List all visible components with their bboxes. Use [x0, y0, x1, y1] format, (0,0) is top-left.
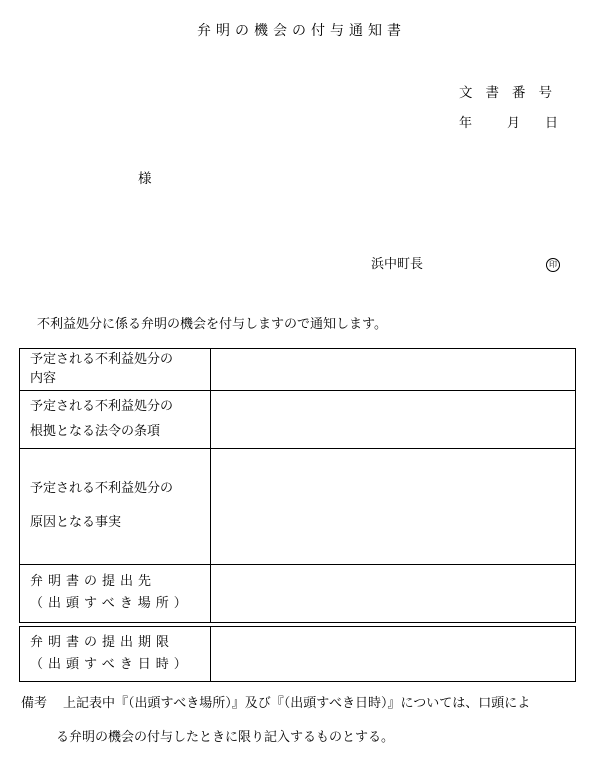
intro-text: 不利益処分に係る弁明の機会を付与しますので通知します。 [37, 317, 387, 332]
notes-line-1 [21, 697, 530, 710]
row-label-submission-deadline [20, 627, 211, 682]
table-row-submission-deadline [20, 627, 576, 682]
notes-text-2: る弁明の機会の付与したときに限り記入するものとする。 [56, 730, 395, 745]
table-row-submission-place [20, 565, 576, 623]
table-row-cause-facts [20, 449, 576, 565]
day-label: 日 [545, 116, 559, 131]
disposition-table [19, 348, 576, 682]
row-label-line: （出頭すべき場所） [30, 596, 192, 611]
row-label-line: 予定される不利益処分の [30, 351, 174, 367]
year-label: 年 [459, 116, 473, 131]
row-label-cause-facts [20, 449, 211, 565]
row-label-line: 弁明書の提出先 [30, 574, 157, 590]
table-row-content [20, 349, 576, 391]
notes-text-1: 上記表中『（出頭すべき場所）』及び『（出頭すべき日時）』については、口頭によ [63, 696, 531, 711]
row-label-line: （出頭すべき日時） [30, 656, 192, 672]
table-row-legal-basis [20, 391, 576, 449]
row-value-legal-basis[interactable] [211, 391, 576, 449]
row-label-line: 予定される不利益処分の [30, 398, 174, 414]
document-title: 弁明の機会の付与通知書 [197, 23, 406, 39]
month-label: 月 [507, 116, 521, 131]
row-label-line: 内容 [30, 370, 57, 386]
addressee-suffix: 様 [138, 171, 152, 187]
seal-mark: 印 [546, 258, 560, 272]
notes-heading: 備考 [21, 696, 48, 711]
row-label-content [20, 349, 211, 391]
document-number-label: 文書番号 [459, 85, 565, 101]
row-value-submission-deadline[interactable] [211, 627, 576, 682]
date-line [459, 117, 558, 130]
row-label-submission-place [20, 565, 211, 623]
row-label-line: 根拠となる法令の条項 [30, 423, 161, 439]
row-label-legal-basis [20, 391, 211, 449]
row-value-submission-place[interactable] [211, 565, 576, 623]
row-value-content[interactable] [211, 349, 576, 391]
row-label-line: 原因となる事実 [30, 515, 122, 530]
row-label-line: 弁明書の提出期限 [30, 634, 175, 650]
row-label-line: 予定される不利益処分の [30, 481, 174, 497]
row-value-cause-facts[interactable] [211, 449, 576, 565]
sender-name: 浜中町長 [371, 257, 424, 272]
